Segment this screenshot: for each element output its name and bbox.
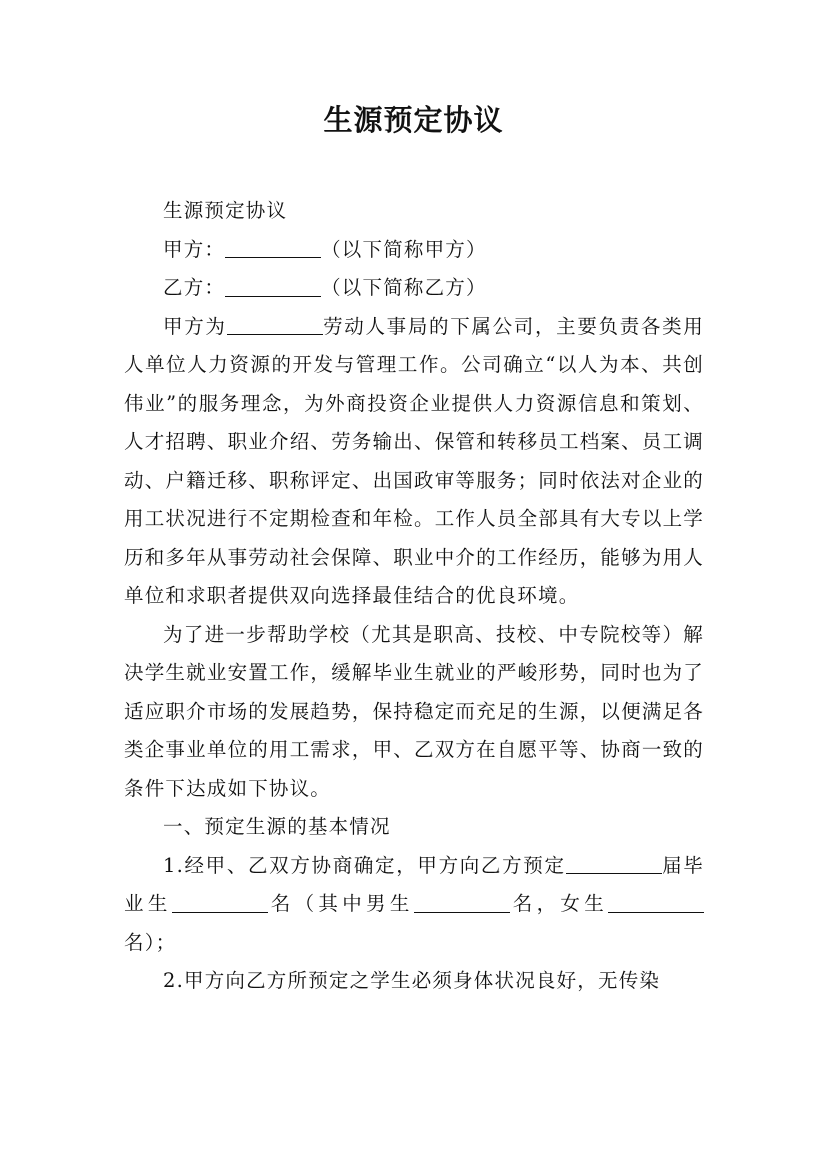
party-a-suffix: （以下简称甲方）: [321, 237, 487, 261]
item1-part1: 1.经甲、乙双方协商确定，甲方向乙方预定: [163, 853, 566, 877]
item1-part5: 名）；: [124, 930, 177, 954]
paragraph-company-intro: [124, 308, 704, 616]
para1-prefix: 甲方为: [163, 314, 227, 338]
item1-blank-session: [566, 854, 662, 875]
party-b-blank: [225, 276, 321, 297]
party-b-line: [124, 269, 704, 308]
para1-blank: [227, 315, 323, 336]
heading-line: 生源预定协议: [163, 199, 288, 222]
document-body: [124, 192, 704, 1001]
party-a-label: 甲方：: [163, 237, 226, 261]
paragraph-purpose: 为了进一步帮助学校（尤其是职高、技校、中专院校等）解决学生就业安置工作，缓解毕业生就业的严峻形势，同时也为了适应职介市场的发展趋势，保持稳定而充足的生源，以便满足各类企事业单位的用工需求，甲、乙双方在自愿平等、协商一致的条件下达成如下协议。: [124, 622, 704, 800]
item1-part2: 届毕业生: [124, 853, 704, 915]
item-1: [124, 847, 704, 963]
party-a-blank: [225, 238, 321, 259]
item1-blank-male: [414, 892, 510, 913]
party-b-suffix: （以下简称乙方）: [321, 276, 487, 299]
item1-blank-total: [172, 892, 268, 913]
item1-part4: 名，女生: [509, 892, 609, 915]
item-2: 2.甲方向乙方所预定之学生必须身体状况良好，无传染: [163, 969, 661, 992]
party-a-line: [124, 231, 704, 270]
para1-suffix: 劳动人事局的下属公司，主要负责各类用人单位人力资源的开发与管理工作。公司确立“以人为本、共创伟业”的服务理念，为外商投资企业提供人力资源信息和策划、人才招聘、职业介绍、劳务输出、保管和转移员工档案、员工调动、户籍迁移、职称评定、出国政审等服务；同时依法对企业的用工状况进行不定期检查和年检。工作人员全部具有大专以上学历和多年从事劳动社会保障、职业中介的工作经历，能够为用人单位和求职者提供双向选择最佳结合的优良环境。: [124, 314, 704, 607]
section1-heading: 一、预定生源的基本情况: [163, 815, 391, 838]
document-title: 生源预定协议: [323, 103, 504, 137]
item1-part3: 名（其中男生: [267, 892, 414, 915]
party-b-label: 乙方：: [163, 276, 226, 299]
item1-blank-female: [608, 892, 704, 913]
